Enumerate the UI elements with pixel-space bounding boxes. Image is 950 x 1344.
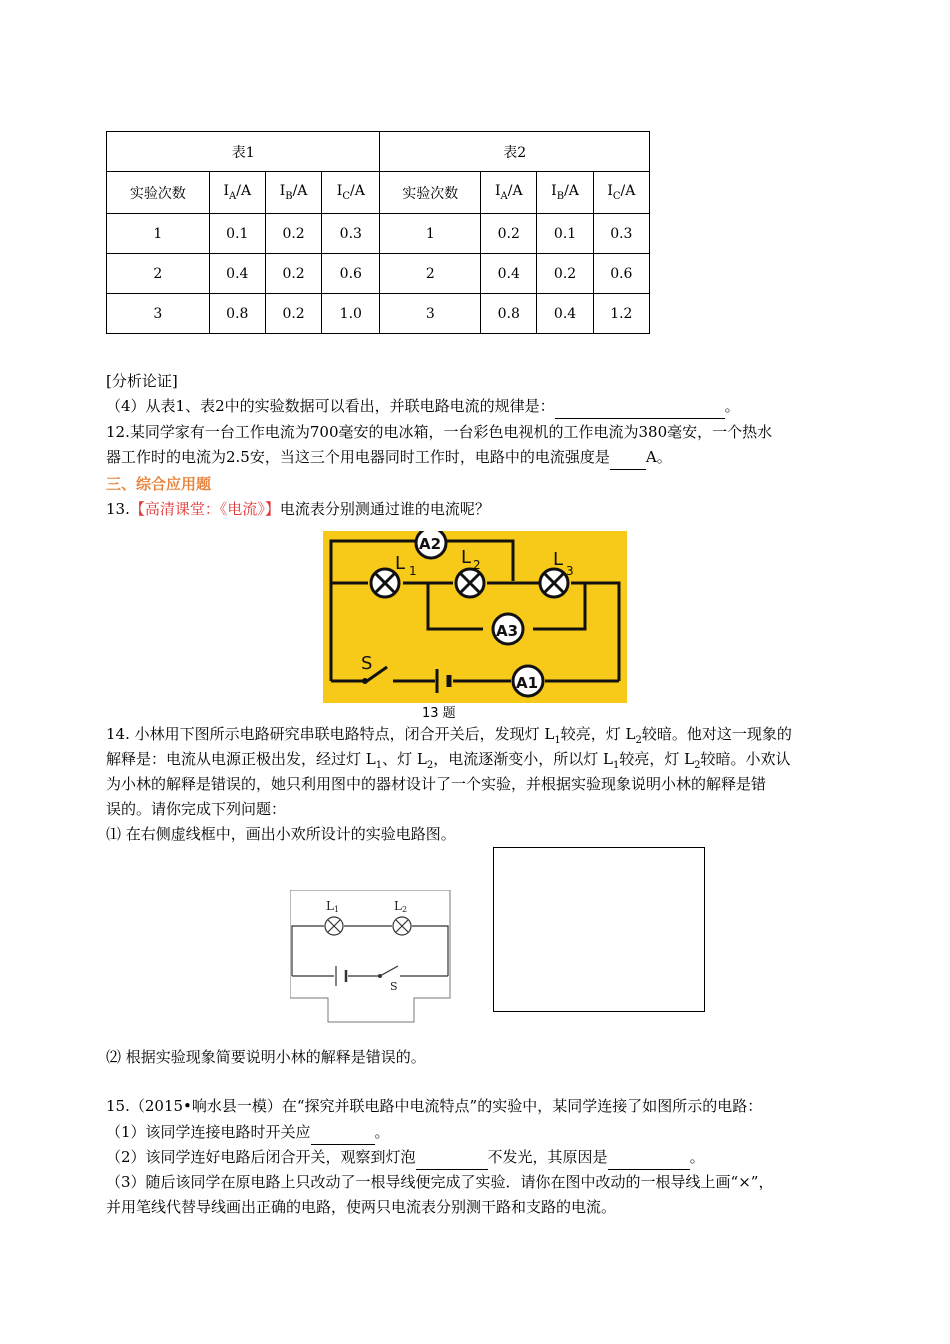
table-row: 3 0.8 0.2 1.0 3 0.8 0.4 1.2 [107, 294, 650, 334]
drawing-box[interactable] [493, 847, 705, 1012]
svg-text:L: L [326, 899, 334, 913]
question-14-part1: ⑴ 在右侧虚线框中，画出小欢所设计的实验电路图。 [106, 825, 456, 843]
question-15-part3-line1: （3）随后该同学在原电路上只改动了一根导线便完成了实验．请你在图中改动的一根导线上画“×”， [106, 1173, 774, 1191]
data-table [106, 131, 650, 334]
question-15: 15.（2015•响水县一模）在“探究并联电路中电流特点”的实验中，某同学连接了如图所示的电路： [106, 1097, 763, 1115]
header-trial: 实验次数 [107, 172, 210, 214]
ammeter-a1-label: A1 [516, 674, 539, 692]
table-row: 2 0.4 0.2 0.6 2 0.4 0.2 0.6 [107, 254, 650, 294]
question-4: （4）从表1、表2中的实验数据可以看出，并联电路电流的规律是： 。 [106, 394, 740, 419]
header-ib: $I_B/A$ [537, 172, 593, 214]
question-14-part2: ⑵ 根据实验现象简要说明小林的解释是错误的。 [106, 1048, 426, 1066]
circuit-figure-14 [290, 890, 452, 1024]
lesson-tag: 【高清课堂：《电流》】 [129, 500, 280, 518]
svg-text:1: 1 [409, 564, 417, 578]
circuit-figure-13 [323, 531, 627, 703]
header-row [107, 172, 650, 214]
table2-title: 表2 [380, 132, 650, 172]
svg-text:2: 2 [402, 905, 408, 914]
svg-text:3: 3 [566, 564, 574, 578]
header-trial: 实验次数 [380, 172, 481, 214]
svg-text:L: L [395, 553, 406, 574]
answer-blank[interactable] [610, 451, 646, 470]
table-row: 1 0.1 0.2 0.3 1 0.2 0.1 0.3 [107, 214, 650, 254]
question-14-line4: 误的。请你完成下列问题： [106, 800, 287, 818]
question-14-line3: 为小林的解释是错误的，她只利用图中的器材设计了一个实验，并根据实验现象说明小林的解释是错 [106, 775, 767, 793]
question-15-part1: （1）该同学连接电路时开关应 。 [106, 1120, 390, 1145]
analysis-heading: [分析论证] [106, 372, 178, 390]
svg-text:1: 1 [334, 905, 340, 914]
answer-blank[interactable] [416, 1151, 488, 1170]
svg-text:L: L [553, 549, 564, 570]
header-ia: $I_A/A$ [481, 172, 537, 214]
svg-text:2: 2 [473, 558, 481, 572]
svg-text:L: L [461, 547, 472, 568]
header-ib: $I_B/A$ [265, 172, 321, 214]
header-ic: $I_C/A$ [593, 172, 649, 214]
question-15-part3-line2: 并用笔线代替导线画出正确的电路，使两只电流表分别测干路和支路的电流。 [106, 1198, 617, 1216]
answer-blank[interactable] [555, 400, 725, 419]
header-ic: $I_C/A$ [322, 172, 380, 214]
question-12-line1: 12.某同学家有一台工作电流为700毫安的电冰箱，一台彩色电视机的工作电流为380毫安，一个热水 [106, 423, 773, 441]
answer-blank[interactable] [608, 1151, 690, 1170]
svg-text:L: L [394, 899, 402, 913]
question-12-line2: 器工作时的电流为2.5安，当这三个用电器同时工作时，电路中的电流强度是 A。 [106, 445, 672, 470]
switch-label: S [361, 653, 373, 674]
svg-text:S: S [390, 980, 398, 993]
figure-13-caption: 13 题 [422, 706, 456, 721]
section-heading: 三、综合应用题 [106, 475, 212, 493]
question-15-part2: （2）该同学连好电路后闭合开关，观察到灯泡 不发光，其原因是 。 [106, 1145, 705, 1170]
answer-blank[interactable] [311, 1126, 375, 1145]
ammeter-a3-label: A3 [496, 622, 519, 640]
header-ia: $I_A/A$ [209, 172, 265, 214]
question-14-line2: 解释是：电流从电源正极出发，经过灯 $L_1$、灯 $L_2$，电流逐渐变小，所以灯 $L_1$较亮，灯 $L_2$较暗。小欢认 [106, 750, 791, 771]
ammeter-a2-label: A2 [419, 535, 442, 553]
question-14-line1: 14. 小林用下图所示电路研究串联电路特点，闭合开关后，发现灯 $L_1$较亮，灯 $L_2$较暗。他对这一现象的 [106, 725, 792, 746]
question-13: 13.【高清课堂：《电流》】电流表分别测通过谁的电流呢？ [106, 500, 490, 518]
table1-title: 表1 [107, 132, 380, 172]
